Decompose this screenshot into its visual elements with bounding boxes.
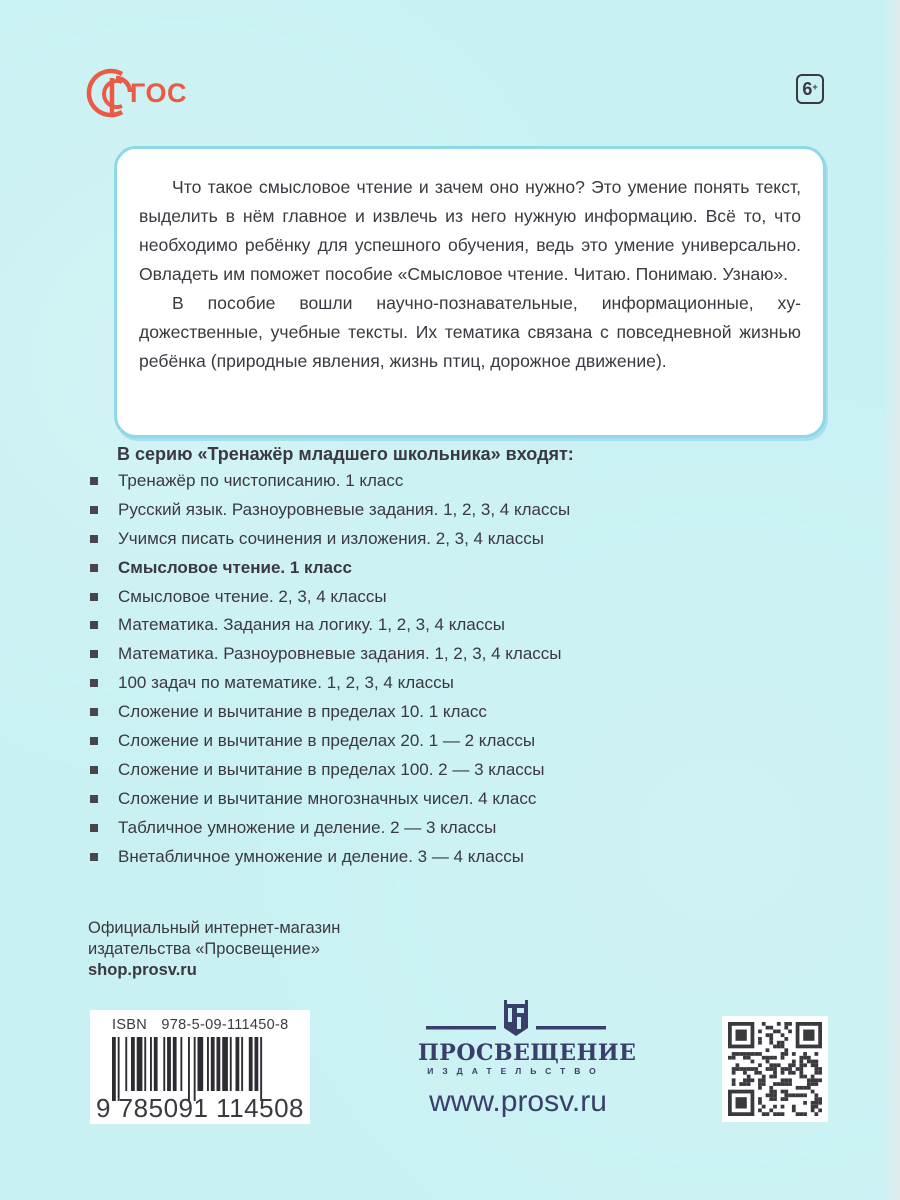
age-rating-number: 6 bbox=[802, 78, 813, 99]
series-item-label: Математика. Разноуровневые задания. 1, 2, 3, 4 классы bbox=[118, 644, 562, 664]
series-list-item bbox=[90, 525, 570, 554]
isbn-number: 978-5-09-111450-8 bbox=[161, 1017, 289, 1033]
fgos-logo-text: ГОС bbox=[130, 78, 187, 108]
square-bullet-icon bbox=[90, 506, 98, 514]
description-panel bbox=[114, 146, 826, 438]
series-list-item bbox=[90, 467, 570, 496]
square-bullet-icon bbox=[90, 593, 98, 601]
page-edge-shade bbox=[882, 0, 900, 1200]
square-bullet-icon bbox=[90, 708, 98, 716]
square-bullet-icon bbox=[90, 564, 98, 572]
square-bullet-icon bbox=[90, 766, 98, 774]
series-item-label: Сложение и вычитание в пределах 10. 1 класс bbox=[118, 702, 487, 722]
description-paragraph-2: В пособие вошли научно-познавательные, информационные, художественные, учебные тексты. Их тематика связана с повседневной жизнью ребёнка (природные явления, жизнь птиц, дорожное движение). bbox=[139, 293, 801, 371]
series-list-item bbox=[90, 698, 570, 727]
publisher-url-link[interactable]: www.prosv.ru bbox=[429, 1085, 607, 1118]
series-list-item bbox=[90, 583, 570, 612]
series-item-label: Внетабличное умножение и деление. 3 — 4 классы bbox=[118, 846, 524, 866]
series-item-label: Сложение и вычитание в пределах 20. 1 — 2 классы bbox=[118, 731, 536, 751]
square-bullet-icon bbox=[90, 650, 98, 658]
prosveshchenie-logo-icon bbox=[418, 998, 614, 1038]
series-list-item bbox=[90, 727, 570, 756]
series-list-item bbox=[90, 756, 570, 785]
square-bullet-icon bbox=[90, 535, 98, 543]
series-list-item bbox=[90, 814, 570, 843]
series-list-item bbox=[90, 496, 570, 525]
series-item-label: Смысловое чтение. 2, 3, 4 классы bbox=[118, 586, 387, 606]
isbn-label bbox=[112, 1017, 289, 1033]
series-item-label: Математика. Задания на логику. 1, 2, 3, 4 классы bbox=[118, 615, 505, 635]
square-bullet-icon bbox=[90, 853, 98, 861]
series-item-label: 100 задач по математике. 1, 2, 3, 4 классы bbox=[118, 673, 454, 693]
series-list-item bbox=[90, 554, 570, 583]
isbn-barcode-block bbox=[90, 1010, 310, 1124]
square-bullet-icon bbox=[90, 621, 98, 629]
series-item-label: Русский язык. Разноуровневые задания. 1, 2, 3, 4 классы bbox=[118, 499, 571, 519]
publisher-name: ПРОСВЕЩЕНИЕ bbox=[418, 1040, 637, 1066]
qr-code[interactable] bbox=[722, 1016, 828, 1122]
square-bullet-icon bbox=[90, 679, 98, 687]
description-paragraph-1: Что такое смысловое чтение и зачем оно нужно? Это умение понять текст, выделить в нём главное и извлечь из него нужную информацию. Всё то, что необходимо ребёнку для успешного обучения, ведь это умение универсально. Овладеть им поможет пособие «Смысловое чтение. Читаю. Понимаю. Узнаю». bbox=[139, 177, 801, 284]
series-item-label: Смысловое чтение. 1 класс bbox=[118, 557, 352, 577]
shop-url-link[interactable]: shop.prosv.ru bbox=[88, 961, 197, 979]
square-bullet-icon bbox=[90, 737, 98, 745]
series-list-item bbox=[90, 611, 570, 640]
isbn-prefix: ISBN bbox=[112, 1017, 148, 1033]
series-item-label: Учимся писать сочинения и изложения. 2, 3, 4 классы bbox=[118, 528, 544, 548]
square-bullet-icon bbox=[90, 477, 98, 485]
series-list bbox=[90, 467, 570, 871]
series-item-label: Сложение и вычитание многозначных чисел. 4 класс bbox=[118, 788, 537, 808]
qr-code-icon bbox=[728, 1022, 822, 1116]
series-title: В серию «Тренажёр младшего школьника» входят: bbox=[117, 444, 574, 464]
barcode-icon bbox=[112, 1037, 302, 1101]
series-item-label: Сложение и вычитание в пределах 100. 2 — 3 классы bbox=[118, 759, 545, 779]
series-list-item bbox=[90, 669, 570, 698]
age-rating-plus: + bbox=[812, 82, 818, 92]
description-text bbox=[117, 173, 823, 376]
series-item-label: Тренажёр по чистописанию. 1 класс bbox=[118, 471, 404, 490]
series-item-label: Табличное умножение и деление. 2 — 3 классы bbox=[118, 817, 497, 837]
series-list-item bbox=[90, 640, 570, 669]
barcode-digits: 9 785091 114508 bbox=[96, 1093, 304, 1123]
square-bullet-icon bbox=[90, 795, 98, 803]
publisher-subtitle: ИЗДАТЕЛЬСТВО bbox=[427, 1066, 605, 1076]
shop-line-1: Официальный интернет-магазин bbox=[88, 919, 341, 937]
series-list-item bbox=[90, 785, 570, 814]
age-rating-badge bbox=[796, 74, 824, 104]
square-bullet-icon bbox=[90, 824, 98, 832]
shop-info bbox=[88, 918, 340, 981]
series-list-item bbox=[90, 843, 570, 872]
shop-line-2: издательства «Просвещение» bbox=[88, 940, 320, 958]
